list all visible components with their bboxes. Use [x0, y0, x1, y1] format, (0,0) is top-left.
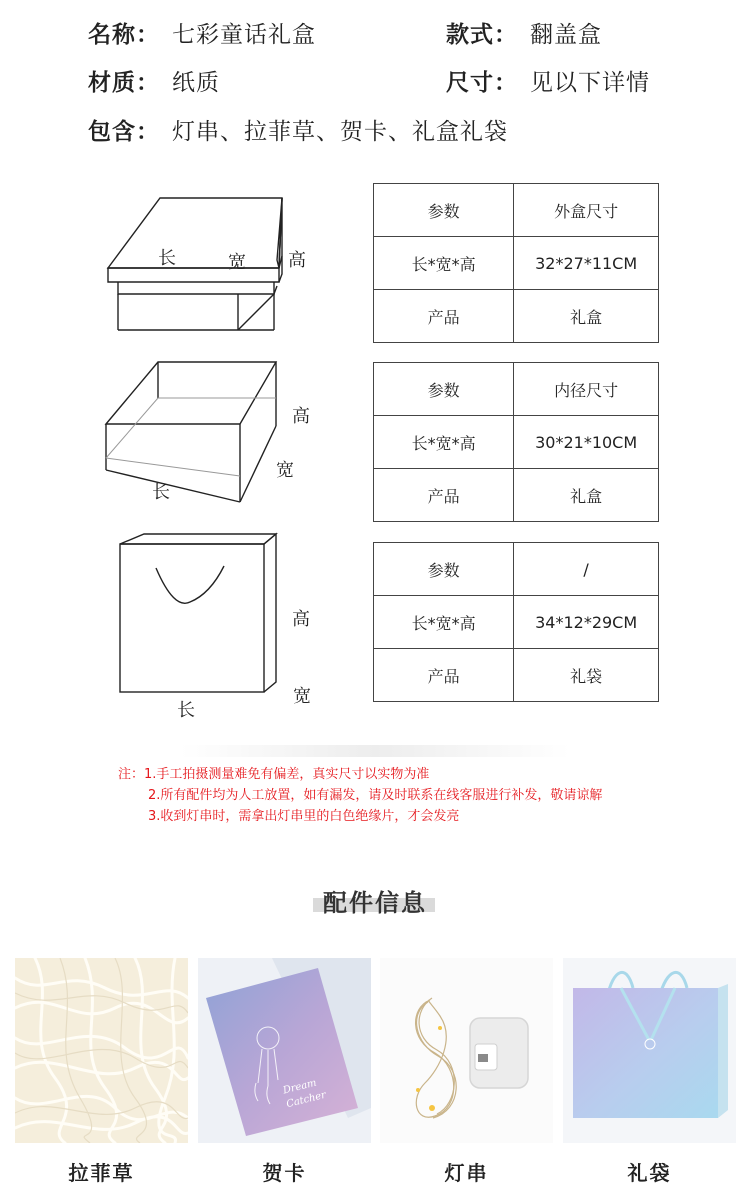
name-value: 七彩童话礼盒	[172, 22, 316, 48]
material-value: 纸质	[172, 70, 220, 96]
table-row	[374, 596, 659, 649]
table-cell: 30*21*10CM	[514, 416, 659, 469]
table-row	[374, 363, 659, 416]
info-name: 名称： 七彩童话礼盒	[88, 22, 316, 48]
bag-width-label: 宽	[293, 686, 311, 707]
spec-table-inner-box	[373, 362, 659, 522]
table-cell: 产品	[374, 649, 514, 702]
style-label: 款式	[446, 22, 494, 48]
box-outer-height-label: 高	[288, 250, 306, 271]
table-cell: 参数	[374, 363, 514, 416]
contains-value: 灯串、拉菲草、贺卡、礼盒礼袋	[172, 119, 508, 145]
box-outer-length-label: 长	[158, 248, 176, 269]
table-cell: 长*宽*高	[374, 416, 514, 469]
gift-bag-photo	[563, 958, 736, 1143]
greeting-card-caption: 贺卡	[262, 1161, 307, 1185]
table-cell: 34*12*29CM	[514, 596, 659, 649]
box-inner-length-label: 长	[152, 482, 170, 503]
note-3: 3.收到灯串时，需拿出灯串里的白色绝缘片，才会发亮	[148, 809, 460, 824]
table-cell: 礼盒	[514, 469, 659, 522]
name-label: 名称	[88, 22, 136, 48]
bag-length-label: 长	[177, 700, 195, 721]
size-value: 见以下详情	[530, 70, 650, 96]
table-cell: 长*宽*高	[374, 237, 514, 290]
table-row	[374, 416, 659, 469]
raffia-photo	[15, 958, 188, 1143]
table-cell: /	[514, 543, 659, 596]
style-value: 翻盖盒	[530, 22, 602, 48]
table-row	[374, 543, 659, 596]
box-outer-width-label: 宽	[228, 252, 246, 273]
greeting-card-photo	[198, 958, 371, 1143]
table-row	[374, 290, 659, 343]
box-inner-width-label: 宽	[276, 460, 294, 481]
table-cell: 长*宽*高	[374, 596, 514, 649]
light-string-photo	[380, 958, 553, 1143]
table-cell: 32*27*11CM	[514, 237, 659, 290]
material-label: 材质	[88, 70, 136, 96]
spec-table-outer-box	[373, 183, 659, 343]
info-contains: 包含： 灯串、拉菲草、贺卡、礼盒礼袋	[88, 119, 508, 145]
notes	[118, 764, 602, 827]
info-size: 尺寸： 见以下详情	[446, 70, 650, 96]
gift-bag-caption: 礼袋	[627, 1161, 672, 1185]
faded-divider	[180, 745, 570, 757]
table-cell: 内径尺寸	[514, 363, 659, 416]
table-cell: 外盒尺寸	[514, 184, 659, 237]
table-row	[374, 649, 659, 702]
light-string-caption: 灯串	[444, 1161, 489, 1185]
raffia-caption: 拉菲草	[68, 1161, 135, 1185]
contains-label: 包含	[88, 119, 136, 145]
size-label: 尺寸	[446, 70, 494, 96]
card-script-text: Dream Catcher	[281, 1077, 328, 1111]
note-1: 注：1.手工拍摄测量难免有偏差，真实尺寸以实物为准	[118, 767, 430, 782]
table-cell: 参数	[374, 543, 514, 596]
note-2: 2.所有配件均为人工放置，如有漏发，请及时联系在线客服进行补发，敬请谅解	[148, 788, 603, 803]
table-row	[374, 469, 659, 522]
info-style: 款式： 翻盖盒	[446, 22, 602, 48]
section-title: 配件信息	[0, 883, 750, 918]
bag-height-label: 高	[292, 609, 310, 630]
table-cell: 产品	[374, 290, 514, 343]
table-cell: 礼袋	[514, 649, 659, 702]
table-row	[374, 237, 659, 290]
box-inner-diagram	[100, 358, 300, 508]
info-material: 材质： 纸质	[88, 70, 220, 96]
table-cell: 礼盒	[514, 290, 659, 343]
bag-diagram	[112, 532, 287, 697]
table-cell: 产品	[374, 469, 514, 522]
box-inner-height-label: 高	[292, 406, 310, 427]
table-cell: 参数	[374, 184, 514, 237]
spec-table-bag	[373, 542, 659, 702]
table-row	[374, 184, 659, 237]
